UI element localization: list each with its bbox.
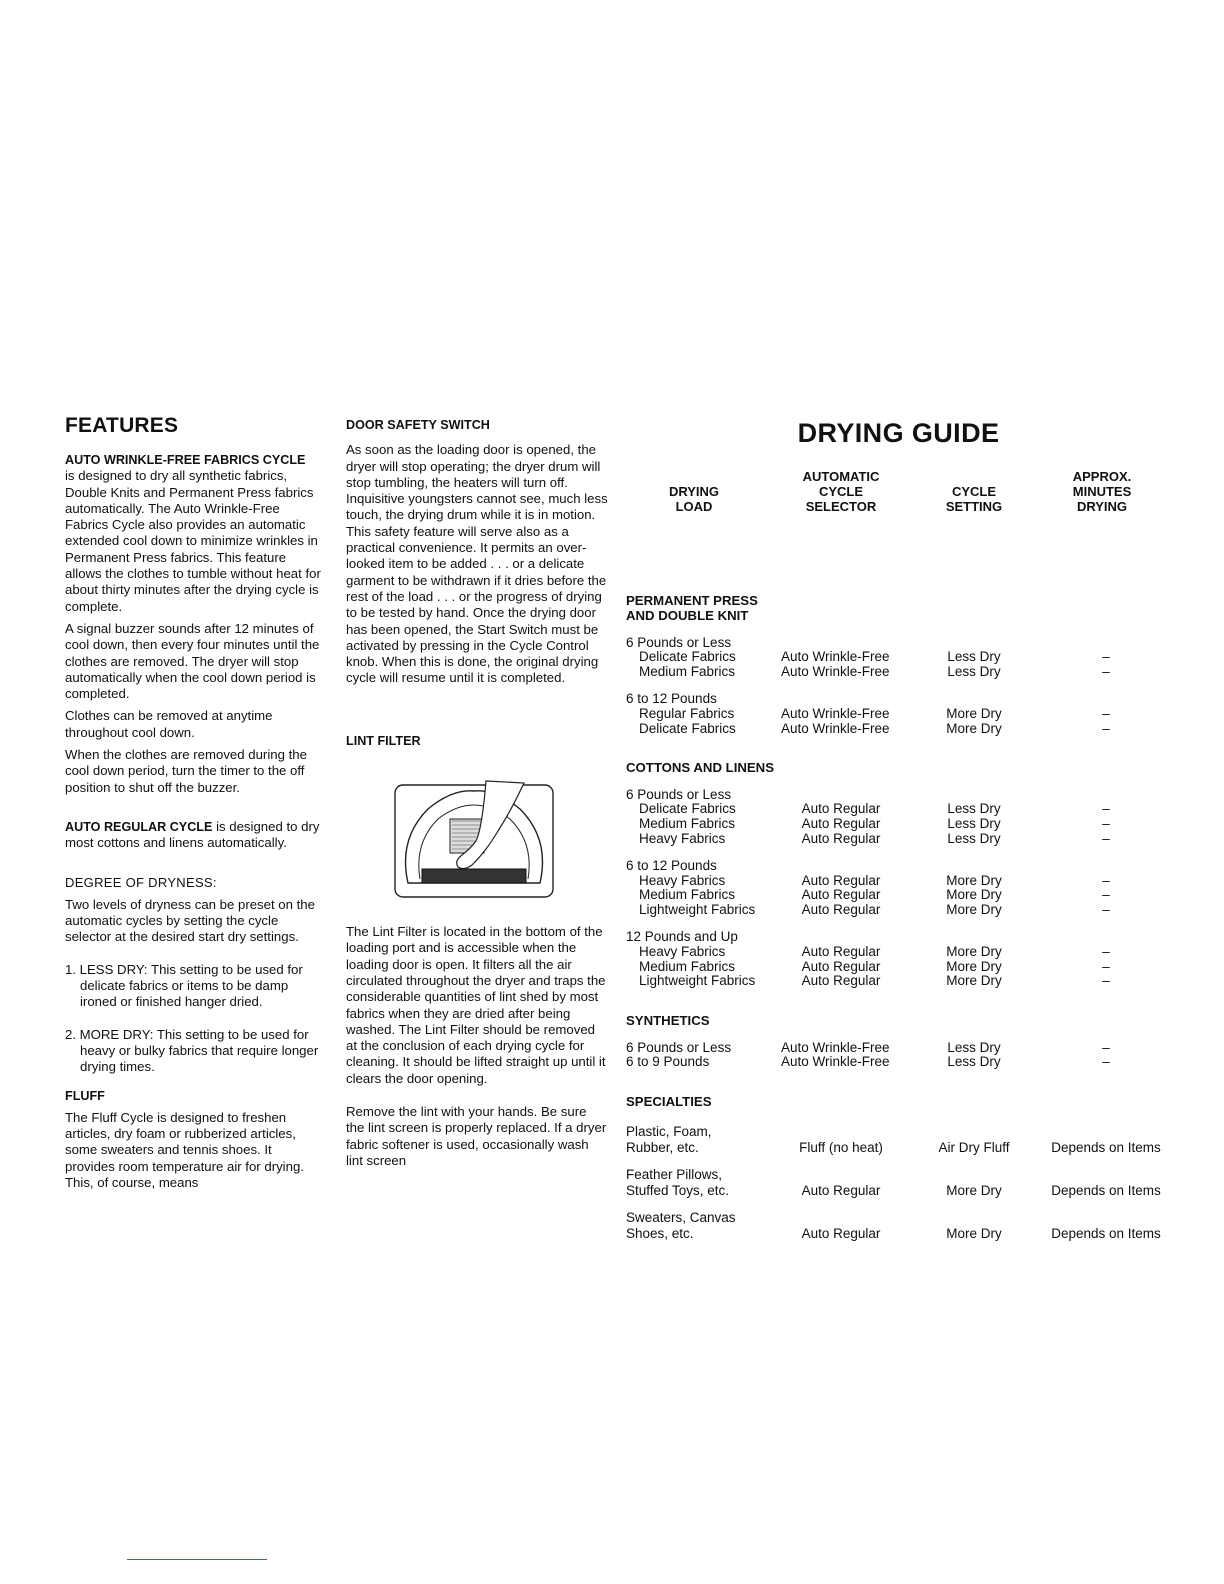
table-row: Medium Fabrics Auto Wrinkle-Free Less Dry –: [639, 664, 1110, 680]
footer-divider: [127, 1559, 267, 1560]
less-dry-item: 1. LESS DRY: This setting to be used for delicate fabrics or items to be damp ironed or finished hanger dried.: [65, 961, 303, 1010]
door-text: As soon as the loading door is opened, the dryer will stop operating; the dryer drum will stop tumbling, the heaters will turn off. Inquisitive youngsters cannot see, much less touch, the drying drum while it is in motion. This safety feature will serve also as a practical convenience. It permits an over-looked item to be added . . . or a delicate garment to be withdrawn if it dries before the rest of the load . . . or the progress of drying to be tested by hand. Once the drying door has been opened, the Start Switch must be activated by pressing in the Cycle Control knob. When this is done, the original drying cycle will resume until it is completed.: [346, 442, 608, 686]
lint-heading: LINT FILTER: [346, 733, 421, 748]
cooldown-text: Clothes can be removed at anytime throughout cool down.: [65, 708, 273, 740]
table-row: Lightweight Fabrics Auto Regular More Dry –: [639, 902, 1110, 918]
fluff-text: The Fluff Cycle is designed to freshen articles, dry foam or rubberized articles, some sweaters and tennis shoes. It provides room temperature air for drying. This, of course, means: [65, 1109, 304, 1190]
table-row: 6 Pounds or Less Auto Wrinkle-Free Less Dry –: [626, 1039, 1110, 1055]
lint-text: The Lint Filter is located in the bottom of the loading port and is accessible when the loading door is open. It filters all the air circulated throughout the dryer and traps the considerable quantities of lint shed by most fabrics when they are dried after being washed. The Lint Filter should be removed at the conclusion of each drying cycle for cleaning. It should be lifted straight up until it clears the door opening.: [346, 924, 606, 1086]
auto-regular-paragraph: [65, 819, 325, 852]
table-row: Delicate Fabrics Auto Wrinkle-Free More Dry –: [639, 720, 1110, 736]
table-row: Regular Fabrics Auto Wrinkle-Free More Dry –: [639, 705, 1110, 721]
dryness-intro: Two levels of dryness can be preset on the automatic cycles by setting the cycle selector at the desired start dry settings.: [65, 896, 315, 945]
dryness-heading: DEGREE OF DRYNESS:: [65, 874, 217, 890]
more-dry-item: 2. MORE DRY: This setting to be used for heavy or bulky fabrics that require longer drying times.: [65, 1026, 319, 1075]
group-plastic-foam: [626, 1125, 1171, 1157]
table-row: 6 to 9 Pounds Auto Wrinkle-Free Less Dry –: [626, 1054, 1110, 1070]
group-feather-pillows: [626, 1168, 1171, 1200]
table-row: Rubber, etc. Fluff (no heat) Air Dry Fluff Depends on Items: [626, 1140, 1161, 1156]
group-label: 12 Pounds and Up: [626, 929, 738, 945]
auto-regular-title: AUTO REGULAR CYCLE: [65, 819, 213, 834]
group-label: 6 Pounds or Less: [626, 634, 732, 650]
table-row: Medium Fabrics Auto Regular More Dry –: [639, 887, 1110, 903]
section-permanent-press: PERMANENT PRESS: [626, 593, 758, 608]
group-label: 6 to 12 Pounds: [626, 690, 717, 706]
section-cottons: COTTONS AND LINENS: [626, 760, 774, 776]
features-heading: FEATURES: [65, 414, 179, 437]
table-row: Delicate Fabrics Auto Wrinkle-Free Less Dry –: [639, 649, 1110, 665]
group-label: Plastic, Foam,: [626, 1124, 712, 1140]
section-double-knit: AND DOUBLE KNIT: [626, 608, 749, 624]
group-perm-6-less: [626, 636, 1171, 680]
auto-wrinkle-title: AUTO WRINKLE-FREE FABRICS CYCLE: [65, 453, 306, 467]
section-synthetics: SYNTHETICS: [626, 1013, 710, 1029]
table-row: Lightweight Fabrics Auto Regular More Dry –: [639, 973, 1110, 989]
features-column: [65, 414, 325, 1191]
section-specialties: SPECIALTIES: [626, 1094, 712, 1110]
table-row: Heavy Fabrics Auto Regular More Dry –: [639, 943, 1110, 959]
buzzer-text: A signal buzzer sounds after 12 minutes of cool down, then every four minutes until the clothes are removed. The dryer will stop automatically when the cool down period is completed.: [65, 620, 320, 702]
group-perm-6-12: [626, 692, 1171, 736]
group-label: 6 to 12 Pounds: [626, 857, 717, 873]
group-label: 6 Pounds or Less: [626, 786, 732, 802]
table-row: Heavy Fabrics Auto Regular Less Dry –: [639, 831, 1110, 847]
door-heading: DOOR SAFETY SWITCH: [346, 418, 490, 432]
group-cotton-6-less: [626, 788, 1171, 847]
header-drying-load: DRYING LOAD: [668, 484, 720, 514]
table-row: Stuffed Toys, etc. Auto Regular More Dry Depends on Items: [626, 1183, 1161, 1199]
auto-wrinkle-text: is designed to dry all synthetic fabrics, Double Knits and Permanent Press fabrics automatically. The Auto Wrinkle-Free Fabrics Cycle also provides an automatic extended cool down to minimize wrinkles in Permanent Press fabrics. This feature allows the clothes to tumble without heat for about thirty minutes after the drying cycle is complete.: [65, 468, 321, 614]
group-synthetics: [626, 1041, 1171, 1071]
lint-text-2: Remove the lint with your hands. Be sure the lint screen is properly replaced. If a dryer fabric softener is used, occasionally wash lint screen: [346, 1104, 607, 1168]
table-row: Delicate Fabrics Auto Regular Less Dry –: [639, 801, 1110, 817]
header-approx-minutes: APPROX. MINUTES DRYING: [1072, 469, 1132, 514]
group-sweaters-canvas: [626, 1211, 1171, 1243]
fluff-heading: FLUFF: [65, 1088, 105, 1103]
door-lint-column: [346, 417, 608, 1169]
table-row: Medium Fabrics Auto Regular Less Dry –: [639, 816, 1110, 832]
group-cotton-6-12: [626, 859, 1171, 918]
header-cycle-selector: AUTOMATIC CYCLE SELECTOR: [802, 469, 880, 514]
header-cycle-setting: CYCLE SETTING: [945, 484, 1003, 514]
drying-guide-title: DRYING GUIDE: [797, 418, 1000, 448]
group-cotton-12-up: [626, 930, 1171, 989]
drying-guide: [626, 418, 1171, 1243]
table-row: Shoes, etc. Auto Regular More Dry Depends on Items: [626, 1226, 1161, 1242]
remove-text: When the clothes are removed during the cool down period, turn the timer to the off position to shut off the buzzer.: [65, 747, 307, 795]
table-row: Medium Fabrics Auto Regular More Dry –: [639, 958, 1110, 974]
guide-header-row: [626, 469, 1171, 549]
lint-filter-illustration: [394, 779, 554, 899]
group-label: Feather Pillows,: [626, 1167, 723, 1183]
auto-regular-text: is designed to dry most cottons and linens automatically.: [65, 818, 320, 851]
table-row: Heavy Fabrics Auto Regular More Dry –: [639, 872, 1110, 888]
group-label: Sweaters, Canvas: [626, 1210, 736, 1226]
